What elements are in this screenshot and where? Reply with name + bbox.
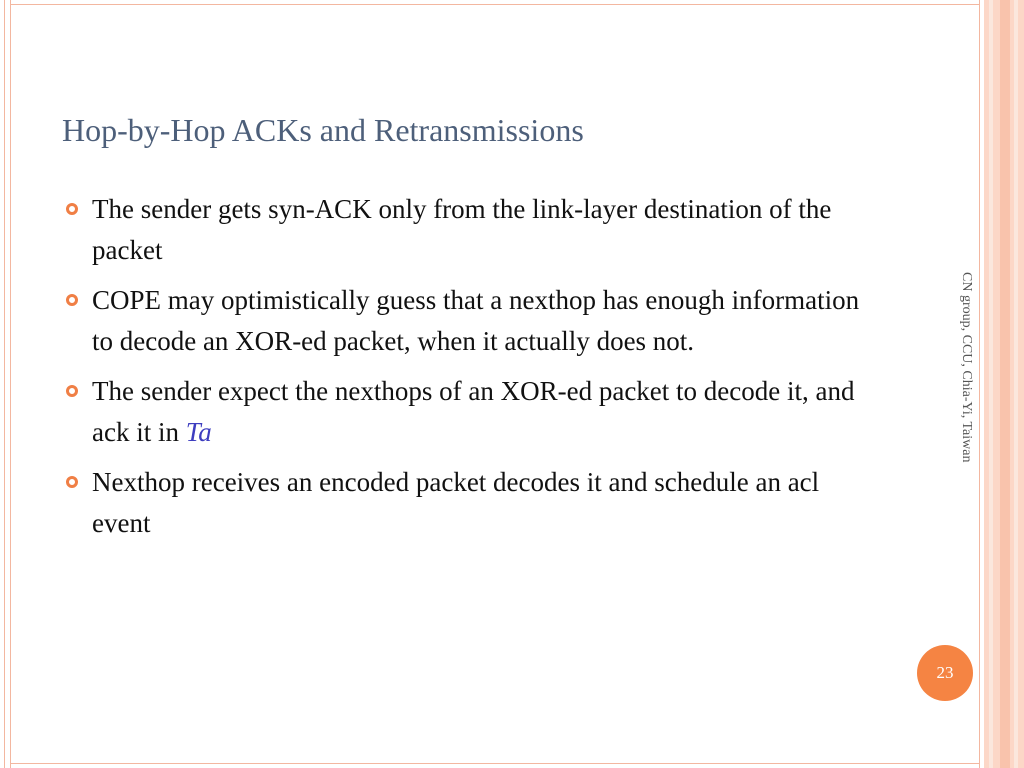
side-footer-label: CN group, CCU, Chia-Yi, Taiwan bbox=[959, 272, 974, 463]
bullet-list bbox=[62, 189, 872, 553]
bullet-circle-icon bbox=[66, 294, 78, 306]
frame-line bbox=[979, 0, 980, 768]
frame-line bbox=[4, 0, 5, 768]
bullet-text: The sender expect the nexthops of an XOR-ed packet to decode it, and ack it in bbox=[92, 376, 855, 447]
page-number-badge bbox=[917, 645, 973, 701]
bullet-text: Nexthop receives an encoded packet decodes it and schedule an acl event bbox=[92, 467, 820, 538]
frame-line bbox=[10, 763, 980, 764]
bullet-circle-icon bbox=[66, 476, 78, 488]
bullet-emphasis: Ta bbox=[185, 417, 212, 447]
bullet-item bbox=[62, 462, 872, 544]
decorative-stripe bbox=[989, 0, 993, 768]
bullet-circle-icon bbox=[66, 203, 78, 215]
bullet-text: The sender gets syn-ACK only from the link-layer destination of the packet bbox=[92, 194, 832, 265]
bullet-item bbox=[62, 189, 872, 271]
page-number: 23 bbox=[936, 663, 954, 682]
frame-line bbox=[10, 4, 980, 5]
frame-line bbox=[10, 0, 11, 768]
slide-title: Hop-by-Hop ACKs and Retransmissions bbox=[62, 112, 584, 148]
decorative-stripe bbox=[1000, 0, 1010, 768]
bullet-circle-icon bbox=[66, 385, 78, 397]
bullet-item bbox=[62, 371, 872, 453]
bullet-item bbox=[62, 280, 872, 362]
bullet-text: COPE may optimistically guess that a nexthop has enough information to decode an XOR-ed packet, when it actually does not. bbox=[92, 285, 860, 356]
decorative-stripe bbox=[1014, 0, 1018, 768]
